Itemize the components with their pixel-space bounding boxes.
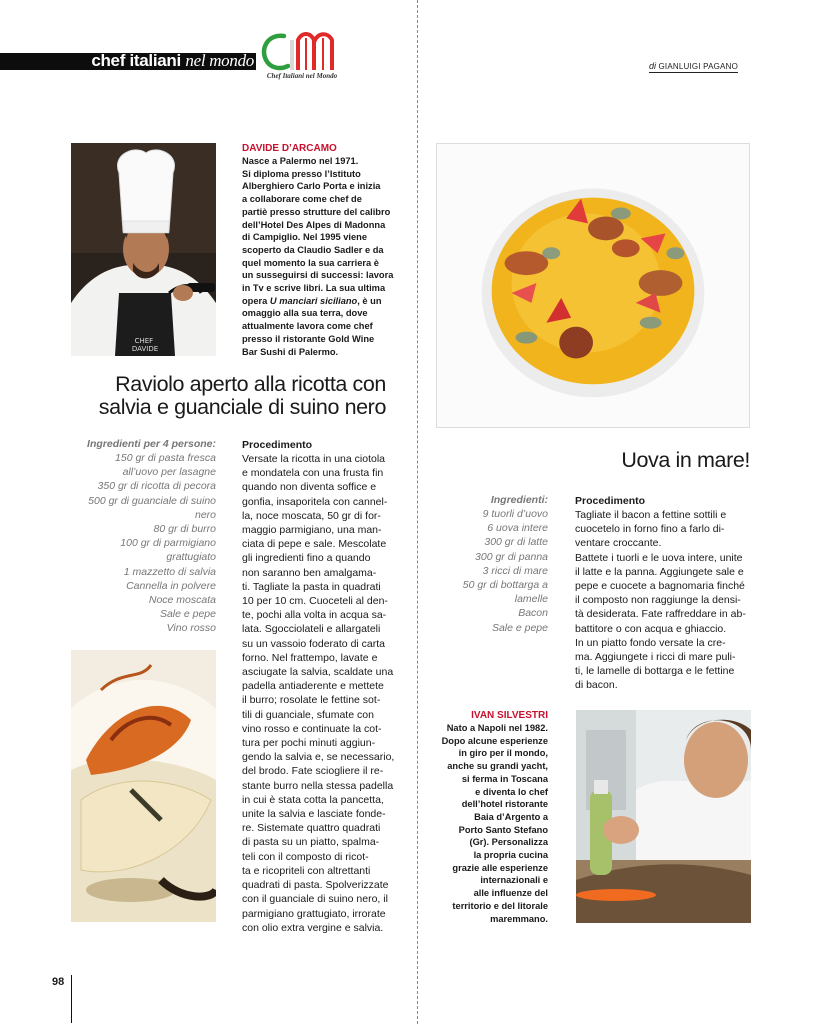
- logo-caption: Chef Italiani nel Mondo: [266, 72, 338, 80]
- bio-line: partiè presso strutture del calibro: [242, 206, 391, 217]
- apron-text: [132, 337, 158, 353]
- bio-line: in Tv e scrive libri. La sua ultima: [242, 283, 386, 294]
- bio-line: , è un: [357, 295, 382, 306]
- page-number-rule: [71, 975, 72, 1023]
- ingredient-item: 300 gr di panna: [475, 550, 548, 563]
- procedure-text: Versate la ricotta in una ciotola e mondatela con una frusta fin quando non diventa soffice e gonfia, insaporitela con cannel- la, noce moscata, 50 gr di for- maggio parmigiano, una man- ciata di pepe e sale. Mescolate gli ingredienti fino a quando non saranno ben amalgama- ti. Tagliate la pasta in quadrati 10 per 10 cm. Cuoceteli al den- te, pochi alla volta in acqua sa- lata. Sgocciolateli e allargateli su un vassoio foderato di carta forno. Nel frattempo, lavate e asciugate la salvia, scaldate una padella antiaderente e mettete il burro; rosolate le fettine sot- tili di guanciale, sfumate con vino rosso e continuate la cot- tura per pochi minuti aggiun- gendo la salvia e, se necessario, del brodo. Fate sciogliere il re- stante burro nella stessa padella in cui è stata cotta la pancetta, unite la salvia e lasciate fonde- re. Sistemate quattro quadrati di pasta su un piatto, spalma- teli con il composto di ricot- ta e ricopriteli con altrettanti quadrati di pasta. Spolverizzate con il guanciale di suino nero, il parmigiano grattugiato, irrorate con olio extra vergine e salvia.: [242, 453, 395, 934]
- page-number: 98: [52, 976, 65, 988]
- ingredient-item: Vino rosso: [166, 622, 216, 635]
- chef-davide-name: DAVIDE D’ARCAMO: [242, 143, 337, 154]
- bio-line: un susseguirsi di successi: lavora: [242, 270, 394, 281]
- ingredient-item: 100 gr di parmigiano: [120, 537, 216, 550]
- ingredient-item: 1 mazzetto di salvia: [123, 565, 216, 578]
- bio-line: Alberghiero Carlo Porta e inizia: [242, 181, 381, 192]
- procedure-title: Procedimento: [575, 495, 646, 507]
- chef-ivan-bio-text: Nato a Napoli nel 1982. Dopo alcune esperienze in giro per il mondo, anche su grandi yacht, si ferma in Toscana e diventa lo chef dell’hotel ristorante Baia d’Argento a Porto Santo Stefano (Gr). Personalizza la propria cucina grazie alle esperienze internazionali e alle influenze del territorio e del litorale maremmano.: [441, 723, 548, 924]
- bio-line: Si diploma presso l’Istituto: [242, 168, 361, 179]
- ingredient-item: 3 ricci di mare: [482, 564, 548, 577]
- recipe-raviolo-title: [99, 373, 386, 419]
- raviolo-dish-photo: [71, 650, 216, 922]
- apron-text-line: DAVIDE: [131, 345, 159, 353]
- uova-dish-photo: [436, 143, 750, 428]
- ingredient-item: Cannella in polvere: [126, 579, 216, 592]
- chef-davide-bio: [242, 142, 402, 358]
- page-fold-line: [417, 0, 418, 1024]
- recipe-uova-title: Uova in mare!: [621, 448, 750, 472]
- ingredients-title: Ingredienti per 4 persone:: [87, 438, 216, 450]
- ingredient-item: lamelle: [514, 593, 548, 606]
- apron-text-line: CHEF: [134, 337, 154, 345]
- ingredient-item: Bacon: [518, 607, 548, 620]
- chef-davide-bio-text: [242, 155, 402, 358]
- byline-author: GIANLUIGI PAGANO: [658, 62, 738, 71]
- bio-line: opera: [242, 295, 270, 306]
- recipe-title-line: Raviolo aperto alla ricotta con: [115, 372, 386, 396]
- bio-line: di Campiglio. Nel 1995 viene: [242, 232, 368, 243]
- ingredient-item: 9 tuorli d’uovo: [482, 508, 548, 520]
- recipe-raviolo-procedure: [242, 438, 402, 935]
- chef-ivan-bio: [420, 709, 548, 925]
- chef-davide-photo: [71, 143, 216, 356]
- chef-ivan-name: IVAN SILVESTRI: [471, 710, 548, 721]
- bio-end: omaggio alla sua terra, dove attualmente lavora come chef presso il ristorante Gold Wine Bar Sushi di Palermo.: [242, 308, 375, 357]
- bio-line: a collaborare come chef de: [242, 194, 362, 205]
- bio-line: dell’Hotel Des Alpes di Madonna: [242, 219, 386, 230]
- ingredient-item: 300 gr di latte: [484, 536, 548, 549]
- ingredient-item: 350 gr di ricotta di pecora: [97, 480, 216, 493]
- recipe-raviolo-ingredients: [72, 438, 216, 636]
- section-title: [91, 51, 254, 71]
- ingredient-item: 500 gr di guanciale di suino: [88, 494, 216, 507]
- ingredient-item: 50 gr di bottarga a: [462, 579, 548, 592]
- byline: [649, 61, 738, 73]
- chef-ivan-photo: [576, 710, 751, 923]
- ingredient-item: Sale e pepe: [491, 621, 548, 634]
- section-title-bold: chef italiani: [91, 51, 181, 70]
- ingredient-item: 150 gr di pasta fresca: [115, 452, 216, 464]
- bio-line: Nasce a Palermo nel 1971.: [242, 156, 359, 166]
- section-title-italic: nel mondo: [185, 51, 254, 70]
- ingredient-item: all’uovo per lasagne: [122, 466, 216, 479]
- ingredient-item: 80 gr di burro: [153, 523, 216, 536]
- recipe-uova-procedure: [575, 494, 751, 693]
- bio-line: quel momento la sua carriera è: [242, 257, 379, 268]
- byline-prefix: di: [648, 61, 656, 71]
- ingredient-item: Sale e pepe: [159, 608, 216, 621]
- ingredient-item: 6 uova intere: [487, 522, 548, 535]
- ingredients-list: [72, 451, 216, 636]
- ingredient-item: Noce moscata: [148, 594, 216, 607]
- ingredient-item: nero: [194, 508, 216, 521]
- recipe-title-line: salvia e guanciale di suino nero: [98, 395, 386, 419]
- ingredients-list: [436, 507, 548, 635]
- procedure-title: Procedimento: [242, 439, 313, 451]
- bio-line: scoperto da Claudio Sadler e da: [242, 244, 384, 255]
- procedure-text: Tagliate il bacon a fettine sottili e cuocetelo in forno fino a farlo di- ventare croccante. Battete i tuorli e le uova intere, unite il latte e la panna. Aggiungete sale e pepe e cuocete a bagnomaria finché il composto non raggiunge la densi- tà desiderata. Fate raffreddare in ab- battitore o con acqua e ghiaccio. In un piatto fondo versate la cre- ma. Aggiungete i ricci di mare puli- ti, le lamelle di bottarga e le fettine di bacon.: [575, 509, 746, 692]
- book-title: U manciari siciliano: [269, 295, 358, 306]
- ingredients-title: Ingredienti:: [490, 494, 548, 506]
- recipe-uova-ingredients: [436, 494, 548, 635]
- ingredient-item: grattugiato: [166, 551, 216, 564]
